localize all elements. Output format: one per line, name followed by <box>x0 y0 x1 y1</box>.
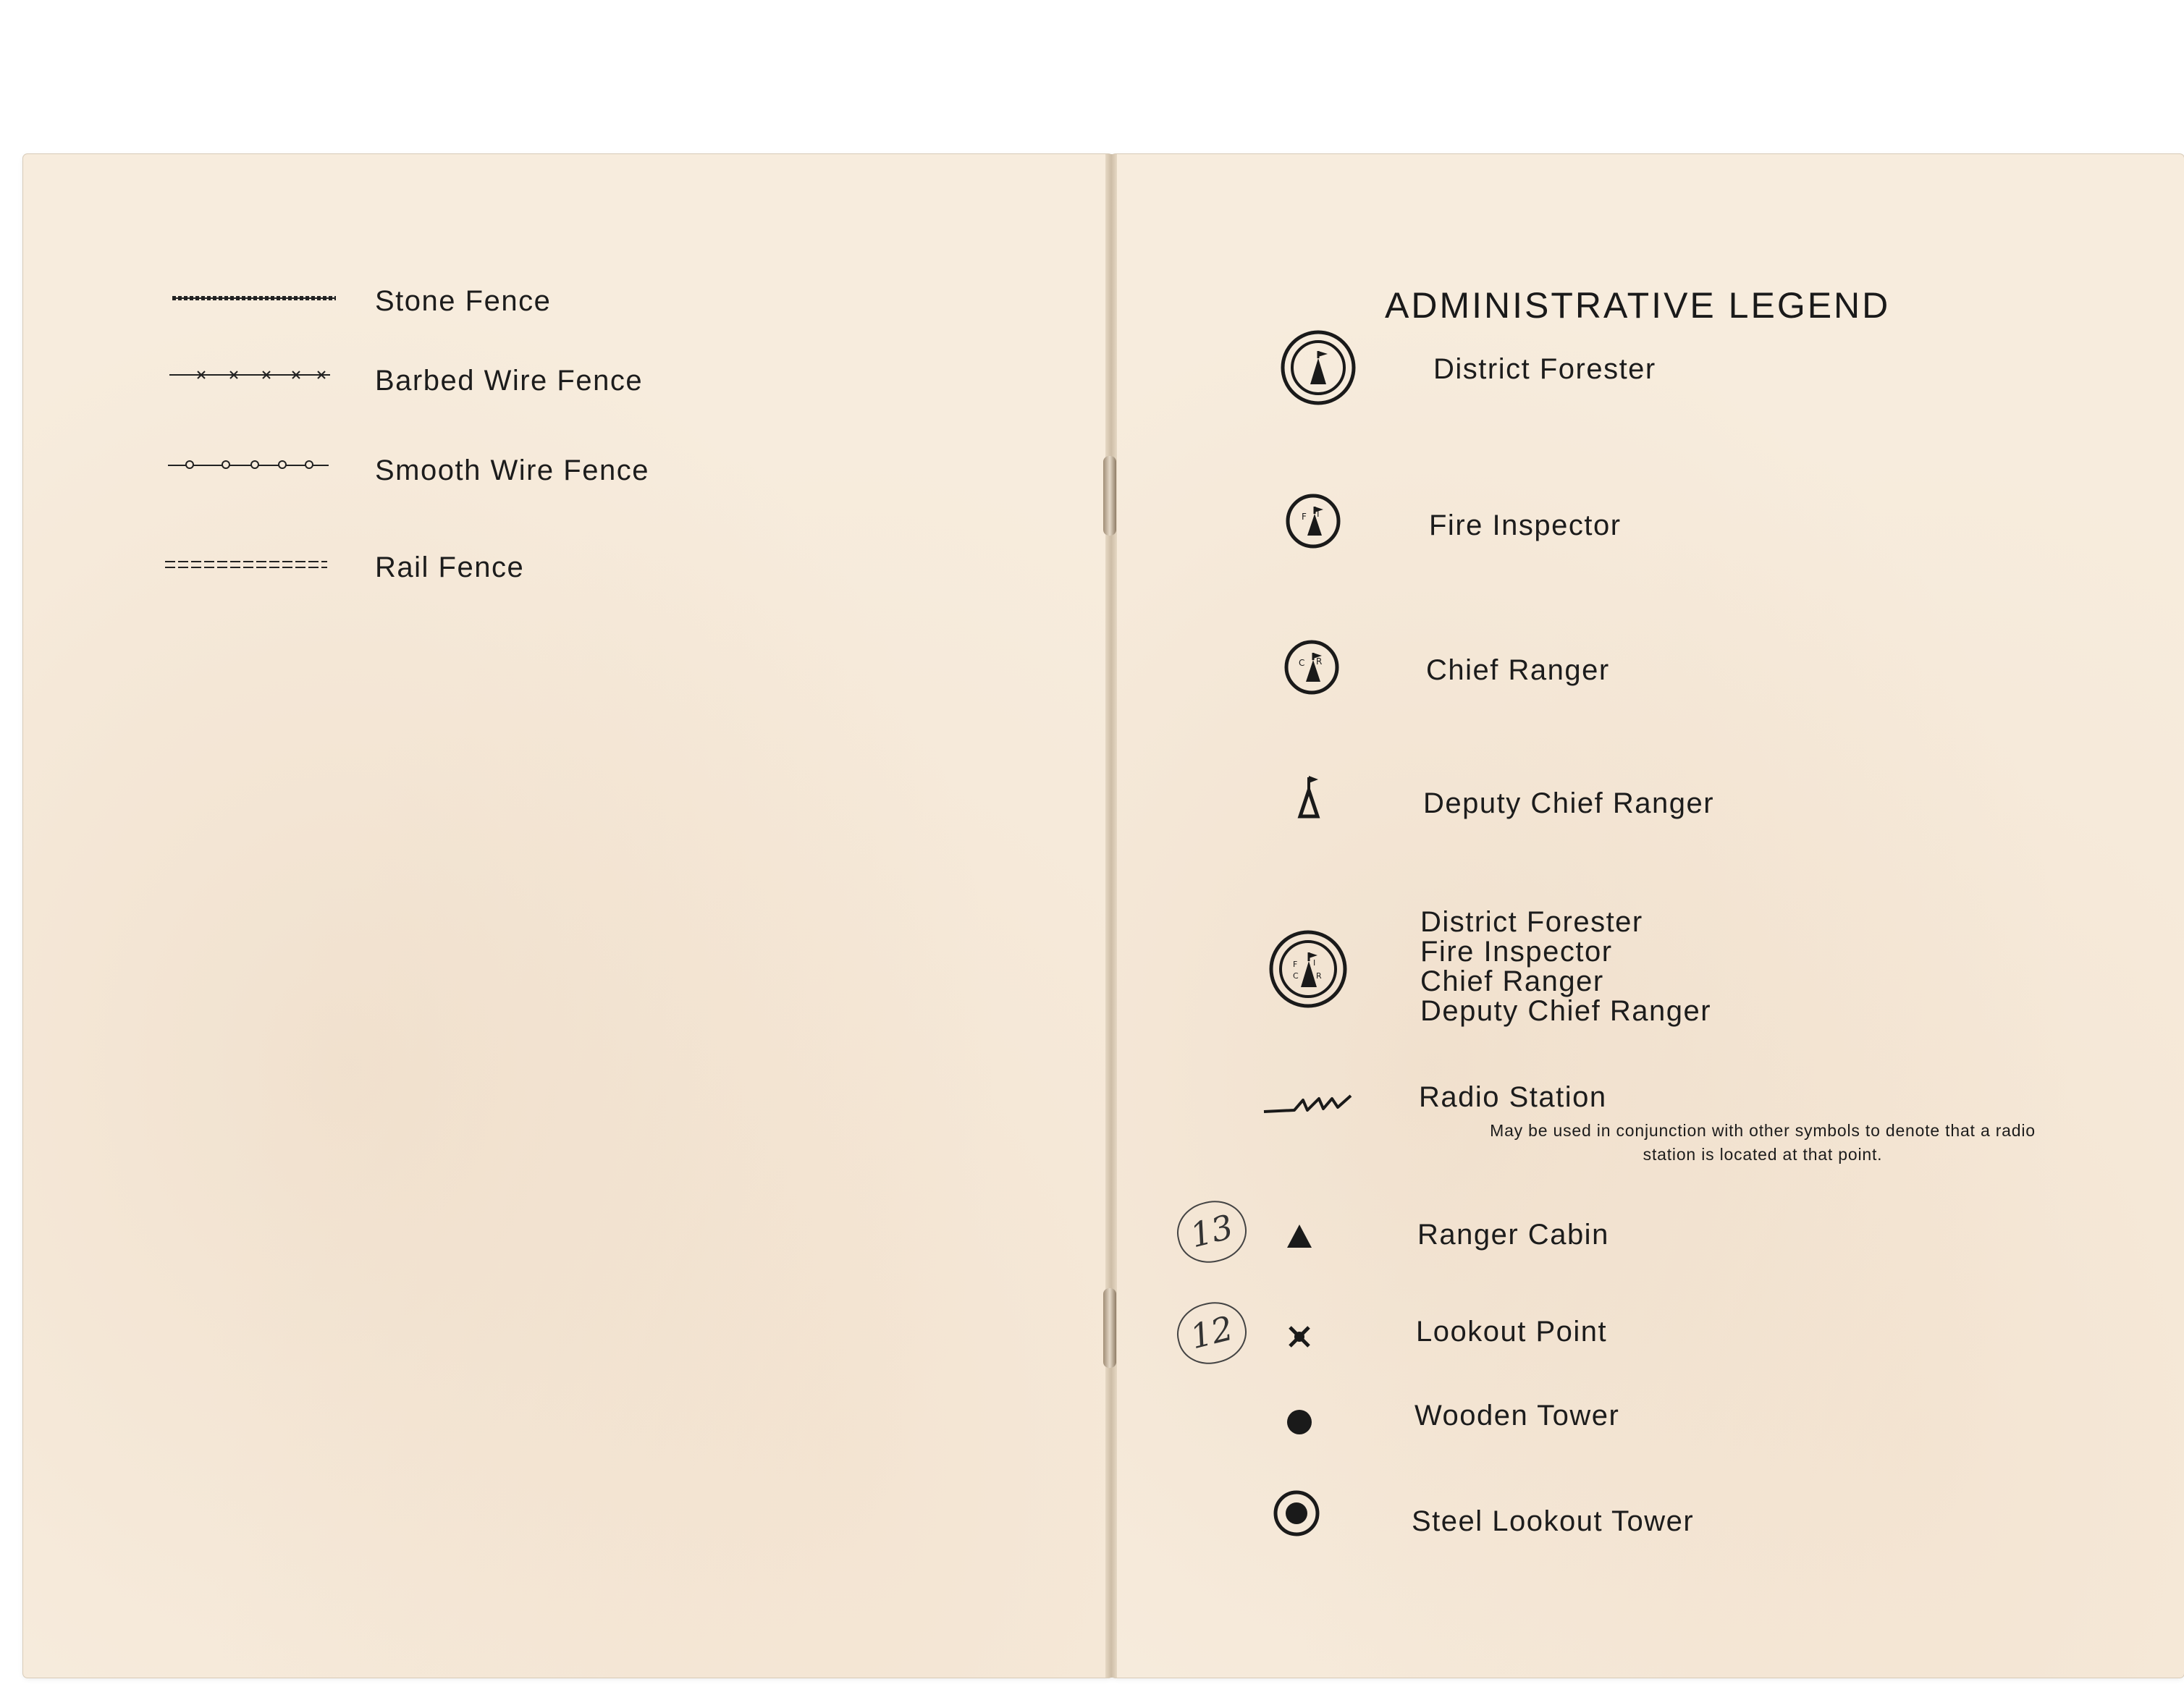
handwritten-number-12: 12 <box>1171 1295 1252 1371</box>
fire-inspector-icon <box>1284 492 1342 550</box>
radio-station-label: Radio Station <box>1419 1081 1607 1113</box>
steel-lookout-tower-label: Steel Lookout Tower <box>1412 1505 1695 1537</box>
svg-text:C: C <box>1293 971 1299 981</box>
ranger-cabin-label: Ranger Cabin <box>1417 1219 1609 1251</box>
stone-fence-label: Stone Fence <box>375 285 552 317</box>
smooth-wire-fence-label: Smooth Wire Fence <box>375 454 649 486</box>
district-forester-icon <box>1280 329 1357 406</box>
booklet-spine <box>1105 154 1117 1678</box>
chief-ranger-icon <box>1283 638 1341 696</box>
chief-ranger-label: Chief Ranger <box>1426 654 1610 686</box>
svg-text:I: I <box>1313 958 1316 968</box>
wooden-tower-icon <box>1286 1408 1313 1436</box>
rail-fence-line-icon <box>164 556 330 573</box>
lookout-point-label: Lookout Point <box>1416 1316 1608 1348</box>
svg-text:R: R <box>1316 656 1323 667</box>
legend-title: ADMINISTRATIVE LEGEND <box>1385 285 1891 326</box>
wooden-tower-label: Wooden Tower <box>1414 1400 1620 1432</box>
staple-top <box>1103 456 1116 536</box>
deputy-chief-ranger-icon <box>1294 773 1323 819</box>
combined-line-fire-inspector: Fire Inspector <box>1420 936 1613 968</box>
combined-officers-label <box>1420 908 1711 1026</box>
svg-text:F: F <box>1302 512 1307 522</box>
svg-text:C: C <box>1299 658 1305 668</box>
barbed-wire-line-icon <box>168 366 332 384</box>
combined-line-district-forester: District Forester <box>1420 906 1643 938</box>
radio-note-line2: station is located at that point. <box>1643 1145 1883 1164</box>
lookout-point-icon <box>1287 1324 1312 1349</box>
combined-line-chief-ranger: Chief Ranger <box>1420 965 1604 997</box>
svg-text:I: I <box>1317 509 1320 519</box>
radio-station-note <box>1419 1119 2107 1167</box>
smooth-wire-line-icon <box>166 457 330 474</box>
ranger-cabin-icon <box>1286 1223 1313 1249</box>
barbed-wire-fence-label: Barbed Wire Fence <box>375 365 644 397</box>
radio-note-line1: May be used in conjunction with other symbols to denote that a radio <box>1490 1121 2036 1140</box>
district-forester-label: District Forester <box>1433 353 1656 385</box>
svg-text:R: R <box>1316 971 1322 981</box>
stone-fence-line-icon <box>171 289 337 307</box>
steel-lookout-tower-icon <box>1273 1489 1320 1537</box>
fire-inspector-label: Fire Inspector <box>1429 510 1622 541</box>
rail-fence-label: Rail Fence <box>375 551 525 583</box>
combined-officers-icon <box>1268 929 1348 1009</box>
combined-line-deputy-chief-ranger: Deputy Chief Ranger <box>1420 995 1712 1027</box>
radio-station-icon <box>1262 1091 1354 1117</box>
handwritten-number-13: 13 <box>1171 1194 1252 1270</box>
deputy-chief-ranger-label: Deputy Chief Ranger <box>1423 787 1715 819</box>
svg-text:F: F <box>1293 960 1298 969</box>
staple-bottom <box>1103 1288 1116 1368</box>
